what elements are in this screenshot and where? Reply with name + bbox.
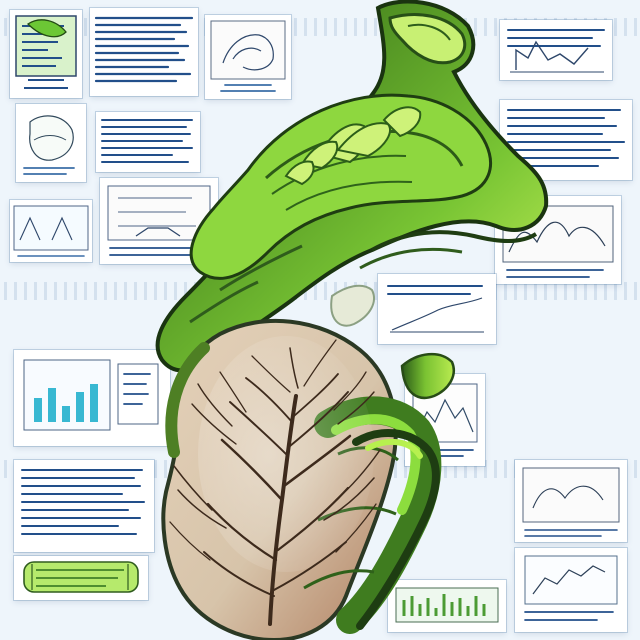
- paper-green-device: [14, 556, 148, 600]
- paper-bottom-right-chart-svg: [515, 548, 627, 632]
- paper-bottom-center-right-svg: [388, 580, 506, 632]
- paper-left-text-column: [96, 112, 200, 172]
- paper-bottom-right-chart: [515, 548, 627, 632]
- paper-sketch-top-center: [205, 15, 291, 99]
- paper-center-right-mountains-svg: [405, 374, 485, 466]
- paper-center-right-graph: [378, 274, 496, 344]
- paper-top-right-chart: [500, 20, 612, 80]
- paper-green-device-svg: [14, 556, 148, 600]
- paper-machine-drawing-svg: [100, 178, 218, 264]
- paper-right-text-block: [500, 100, 632, 180]
- paper-left-organ-sketch: [16, 104, 86, 182]
- paper-left-lower-text: [14, 460, 154, 552]
- middle-text-band: [0, 282, 640, 300]
- paper-right-text-block-svg: [500, 100, 632, 180]
- paper-small-left-figure-svg: [10, 200, 92, 262]
- paper-machine-drawing: [100, 178, 218, 264]
- paper-right-landscape-sketch: [495, 196, 621, 284]
- paper-left-bar-chart: [14, 350, 170, 446]
- branching-tree: [170, 340, 380, 624]
- paper-top-left-diagram-svg: [10, 10, 82, 98]
- paper-top-text-block: [90, 8, 198, 96]
- paper-left-bar-chart-svg: [14, 350, 170, 446]
- paper-center-right-graph-svg: [378, 274, 496, 344]
- paper-left-text-column-svg: [96, 112, 200, 172]
- paper-lower-right-sketch: [515, 460, 627, 542]
- paper-top-text-block-svg: [90, 8, 198, 96]
- paper-top-left-diagram: [10, 10, 82, 98]
- paper-left-lower-text-svg: [14, 460, 154, 552]
- paper-center-right-mountains: [405, 374, 485, 466]
- paper-bottom-center-right: [388, 580, 506, 632]
- paper-sketch-top-center-svg: [205, 15, 291, 99]
- paper-right-landscape-sketch-svg: [495, 196, 621, 284]
- paper-small-left-figure: [10, 200, 92, 262]
- paper-top-right-chart-svg: [500, 20, 612, 80]
- paper-left-organ-sketch-svg: [16, 104, 86, 182]
- paper-lower-right-sketch-svg: [515, 460, 627, 542]
